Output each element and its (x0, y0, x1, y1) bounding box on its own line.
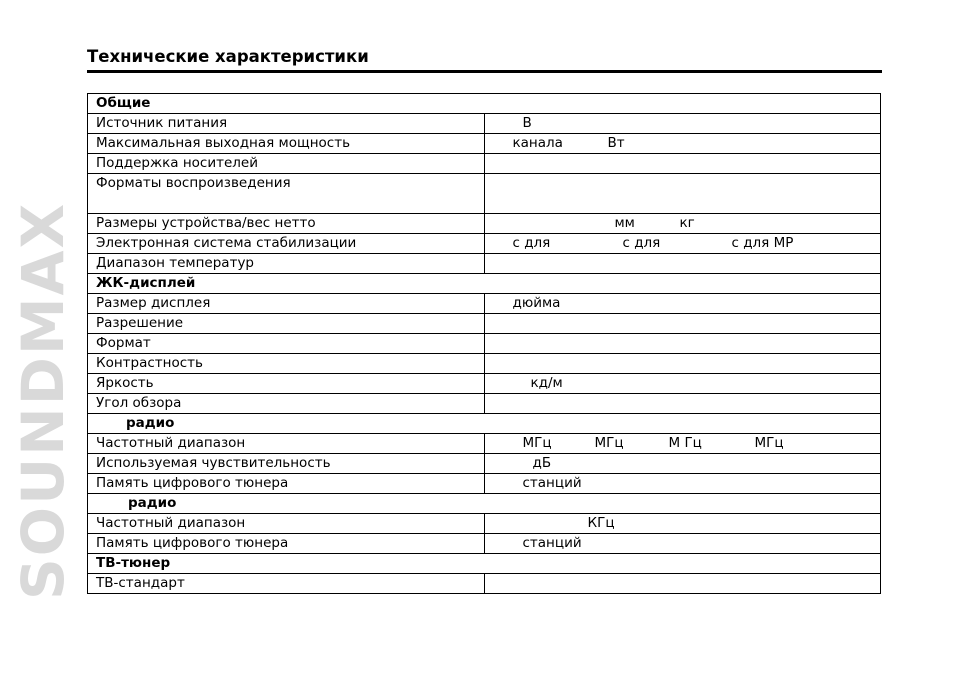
spec-value-text: дБ (532, 455, 552, 471)
spec-label: Поддержка носителей (88, 154, 485, 174)
table-row (88, 234, 881, 254)
spec-value (484, 114, 881, 134)
spec-value (484, 174, 881, 214)
spec-value-text: мм (614, 215, 635, 231)
spec-value-text: МГц (594, 435, 624, 451)
table-row (88, 174, 881, 214)
spec-value-text: с для (622, 235, 661, 251)
spec-label: Форматы воспроизведения (88, 174, 485, 214)
spec-value-text: КГц (587, 515, 615, 531)
table-row (88, 334, 881, 354)
spec-value (484, 154, 881, 174)
section-title: радио (88, 414, 881, 434)
spec-value (484, 334, 881, 354)
spec-label: Память цифрового тюнера (88, 474, 485, 494)
section-title: радио (88, 494, 881, 514)
table-row (88, 154, 881, 174)
spec-value (484, 374, 881, 394)
table-row (88, 254, 881, 274)
table-row (88, 294, 881, 314)
spec-label: Размеры устройства/вес нетто (88, 214, 485, 234)
page-title: Технические характеристики (87, 47, 369, 66)
spec-label: Контрастность (88, 354, 485, 374)
spec-value-text: МГц (522, 435, 552, 451)
spec-label: Угол обзора (88, 394, 485, 414)
section-title: ТВ-тюнер (88, 554, 881, 574)
spec-value (484, 514, 881, 534)
spec-value-text: канала (512, 135, 563, 151)
spec-value (484, 434, 881, 454)
spec-value (484, 454, 881, 474)
spec-label: Частотный диапазон (88, 514, 485, 534)
spec-label: Яркость (88, 374, 485, 394)
spec-value (484, 234, 881, 254)
spec-label: Память цифрового тюнера (88, 534, 485, 554)
section-header (88, 494, 881, 514)
spec-value-text: В (522, 115, 532, 131)
spec-value-text: с для MP (731, 235, 794, 251)
spec-label: Используемая чувствительность (88, 454, 485, 474)
spec-label: Размер дисплея (88, 294, 485, 314)
spec-label: Разрешение (88, 314, 485, 334)
spec-value-text: с для (512, 235, 551, 251)
spec-value (484, 354, 881, 374)
spec-value-text: Вт (607, 135, 625, 151)
section-header (88, 554, 881, 574)
table-row (88, 454, 881, 474)
table-row (88, 114, 881, 134)
spec-value-text: станций (522, 535, 582, 551)
table-row (88, 534, 881, 554)
table-row (88, 374, 881, 394)
section-header (88, 94, 881, 114)
table-row (88, 394, 881, 414)
section-header (88, 274, 881, 294)
table-row (88, 434, 881, 454)
spec-label: Электронная система стабилизации (88, 234, 485, 254)
spec-value-text: МГц (754, 435, 784, 451)
spec-value-text: станций (522, 475, 582, 491)
spec-value-text: дюйма (512, 295, 561, 311)
spec-value (484, 534, 881, 554)
table-row (88, 314, 881, 334)
section-header (88, 414, 881, 434)
spec-label: Диапазон температур (88, 254, 485, 274)
spec-value (484, 314, 881, 334)
spec-label: Источник питания (88, 114, 485, 134)
spec-value (484, 574, 881, 594)
spec-value (484, 474, 881, 494)
table-row (88, 354, 881, 374)
spec-value-text: кд/м (530, 375, 563, 391)
spec-value (484, 214, 881, 234)
spec-table (87, 93, 881, 594)
table-row (88, 214, 881, 234)
spec-label: ТВ-стандарт (88, 574, 485, 594)
table-row (88, 474, 881, 494)
spec-value-text: М Гц (668, 435, 702, 451)
section-title: Общие (88, 94, 881, 114)
table-row (88, 134, 881, 154)
spec-value-text: кг (679, 215, 695, 231)
spec-label: Формат (88, 334, 485, 354)
spec-label: Частотный диапазон (88, 434, 485, 454)
spec-value (484, 294, 881, 314)
section-title: ЖК-дисплей (88, 274, 881, 294)
title-underline (87, 70, 882, 73)
spec-value (484, 394, 881, 414)
spec-value (484, 134, 881, 154)
brand-watermark: SOUNDMAX (9, 201, 77, 600)
spec-value (484, 254, 881, 274)
table-row (88, 574, 881, 594)
table-row (88, 514, 881, 534)
spec-label: Максимальная выходная мощность (88, 134, 485, 154)
